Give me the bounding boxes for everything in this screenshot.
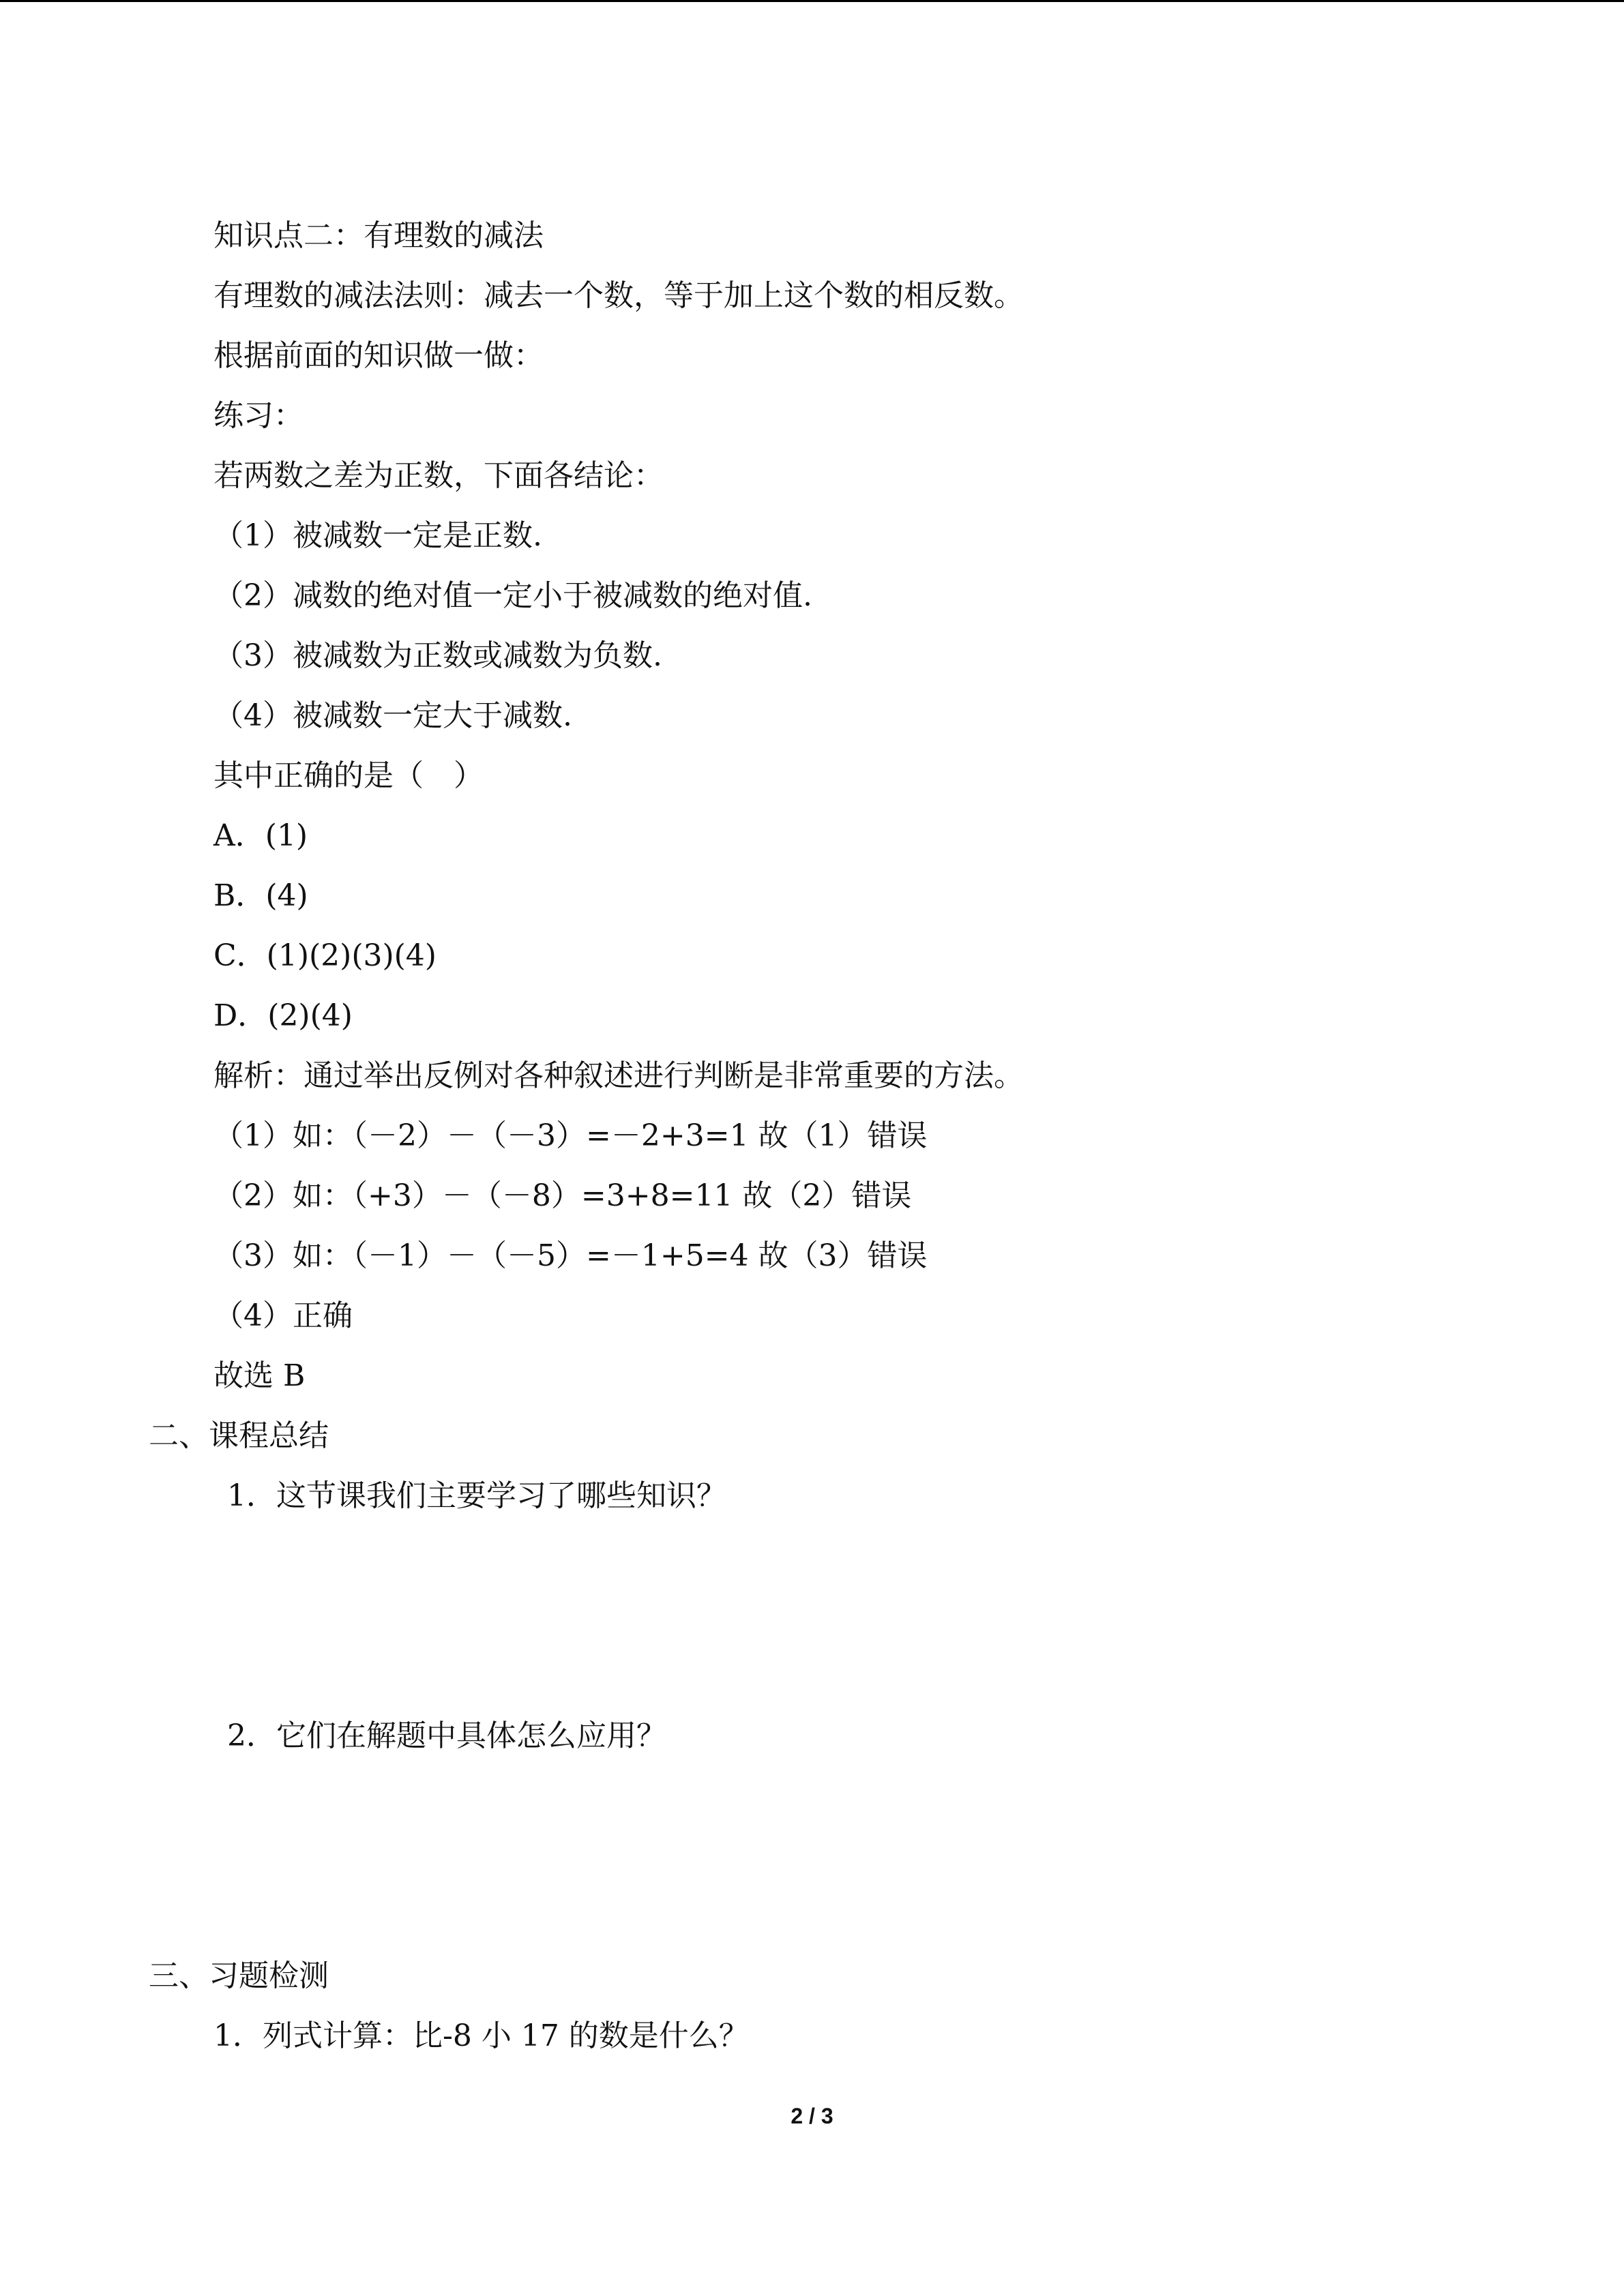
summary-section-title: 二、课程总结	[149, 1418, 329, 1453]
statement-4: （4）被减数一定大于减数.	[213, 698, 572, 733]
summary-question-2: 2．它们在解题中具体怎么应用？	[227, 1718, 666, 1753]
exercise-question-1: 1．列式计算：比-8 小 17 的数是什么？	[213, 2018, 749, 2053]
question-ask: 其中正确的是（ ）	[213, 758, 484, 793]
analysis-step-4: （4）正确	[213, 1298, 353, 1333]
analysis-intro: 解析：通过举出反例对各种叙述进行判断是非常重要的方法。	[213, 1058, 1024, 1093]
subtraction-rule: 有理数的减法法则：减去一个数，等于加上这个数的相反数。	[213, 278, 1024, 313]
exercises-section-title: 三、习题检测	[149, 1958, 329, 1993]
page-number: 2 / 3	[791, 2104, 833, 2128]
question-stem: 若两数之差为正数，下面各结论：	[213, 458, 664, 493]
statement-3: （3）被减数为正数或减数为负数.	[213, 638, 662, 673]
exercise-label: 练习：	[213, 398, 304, 433]
statement-2: （2）减数的绝对值一定小于被减数的绝对值.	[213, 578, 812, 613]
analysis-step-2: （2）如：（+3）－（－8）=3+8=11 故（2）错误	[213, 1178, 912, 1213]
analysis-step-3: （3）如：（－1）－（－5）=－1+5=4 故（3）错误	[213, 1238, 928, 1273]
analysis-step-1: （1）如：（－2）－（－3）=－2+3=1 故（1）错误	[213, 1118, 928, 1153]
page-top-border	[0, 0, 1624, 2]
knowledge-point-title: 知识点二：有理数的减法	[213, 218, 544, 253]
option-b: B．(4)	[213, 878, 308, 913]
statement-1: （1）被减数一定是正数.	[213, 518, 542, 553]
summary-question-1: 1．这节课我们主要学习了哪些知识？	[227, 1478, 726, 1513]
answer-line: 故选 B	[213, 1358, 306, 1393]
option-a: A．(1)	[213, 818, 308, 853]
practice-prompt: 根据前面的知识做一做：	[213, 338, 544, 373]
option-d: D．(2)(4)	[213, 998, 353, 1033]
option-c: C．(1)(2)(3)(4)	[213, 938, 437, 973]
